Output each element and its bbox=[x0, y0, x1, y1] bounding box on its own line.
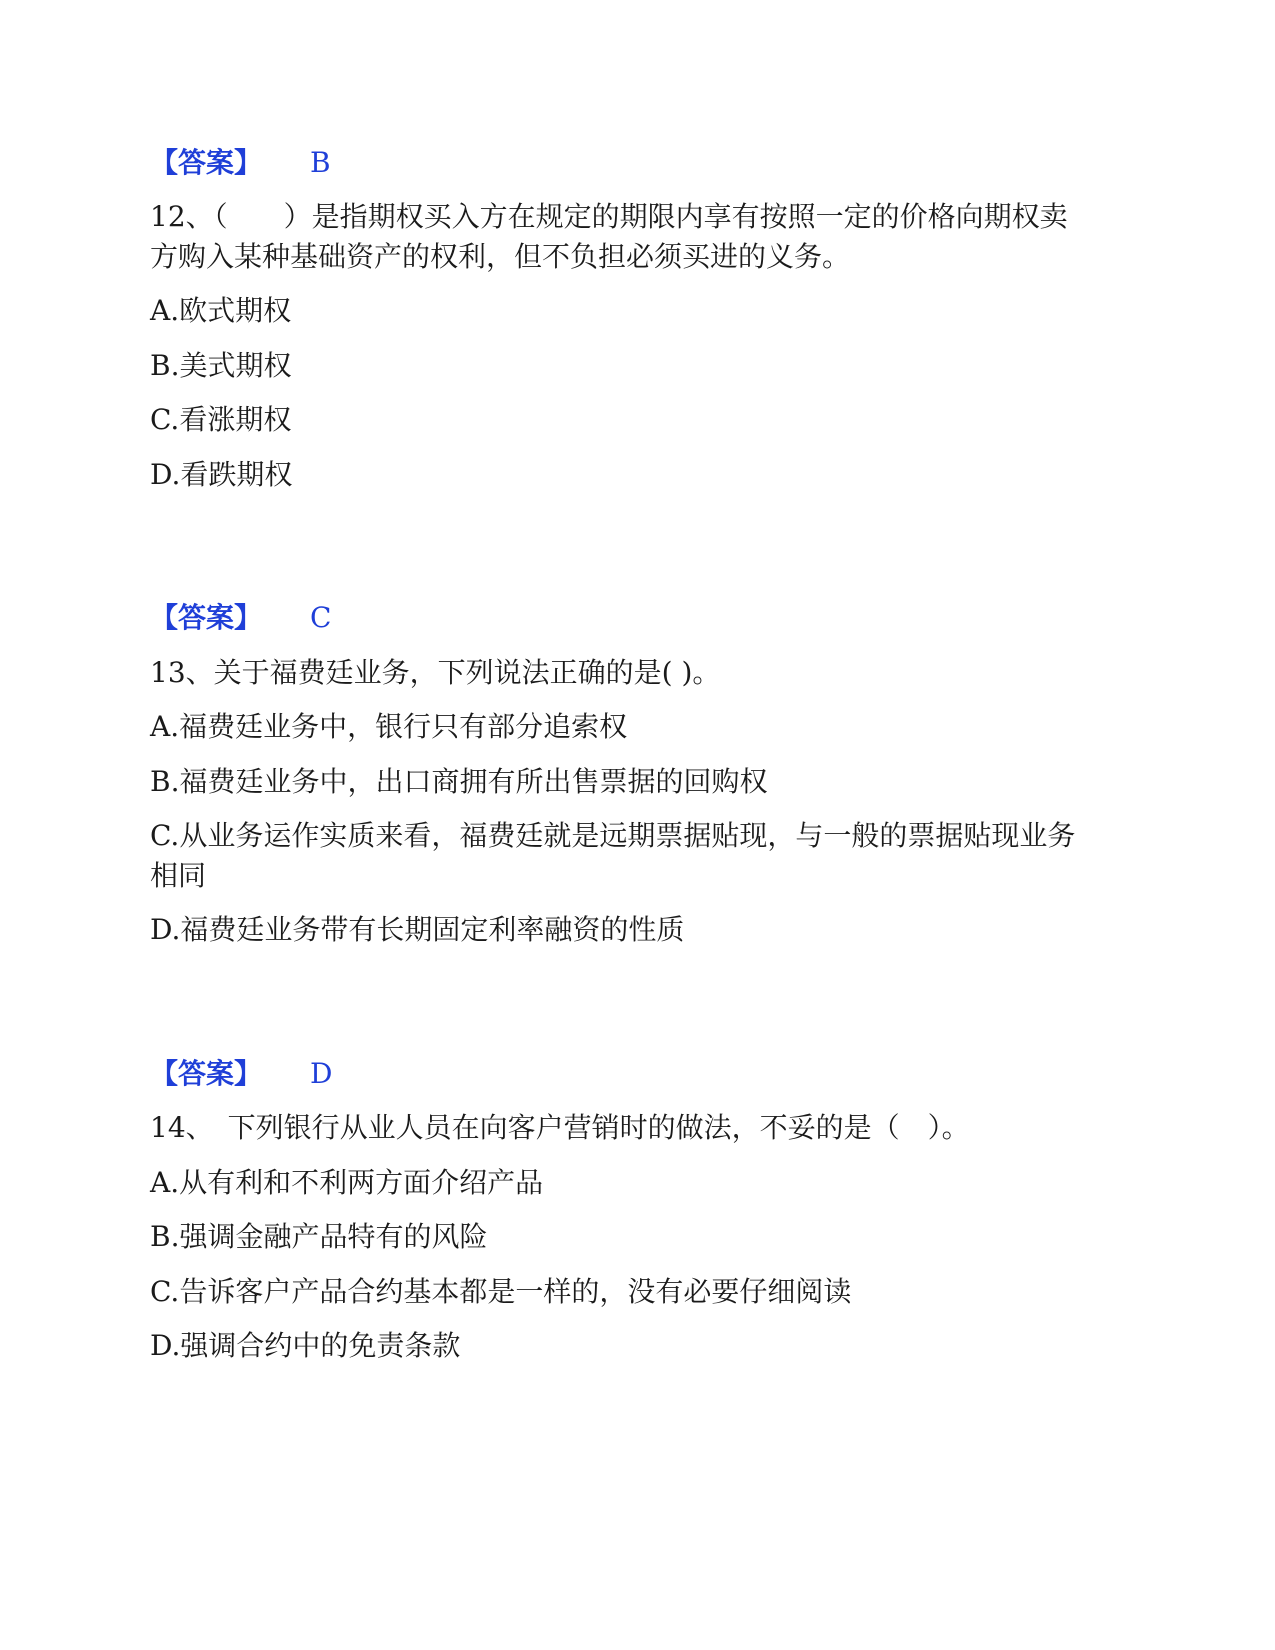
option-b: B.福费廷业务中，出口商拥有所出售票据的回购权 bbox=[150, 765, 768, 798]
option-a: A.欧式期权 bbox=[150, 294, 292, 327]
option-d: D.强调合约中的免责条款 bbox=[150, 1329, 461, 1362]
option-c-continued: 相同 bbox=[150, 859, 207, 892]
question-text: 12、（ ）是指期权买入方在规定的期限内享有按照一定的价格向期权卖 bbox=[150, 200, 1068, 233]
answer-label: 【答案】 bbox=[150, 601, 263, 634]
answer-label: 【答案】 bbox=[150, 146, 263, 179]
option-c: C.从业务运作实质来看，福费廷就是远期票据贴现，与一般的票据贴现业务 bbox=[150, 819, 1076, 852]
option-a: A.从有利和不利两方面介绍产品 bbox=[150, 1166, 544, 1199]
option-d: D.看跌期权 bbox=[150, 458, 293, 491]
answer-line bbox=[150, 1054, 332, 1094]
option-c: C.告诉客户产品合约基本都是一样的，没有必要仔细阅读 bbox=[150, 1275, 852, 1308]
option-b: B.美式期权 bbox=[150, 349, 292, 382]
answer-value: C bbox=[310, 601, 332, 634]
option-a: A.福费廷业务中，银行只有部分追索权 bbox=[150, 710, 628, 743]
answer-line bbox=[150, 143, 331, 183]
question-text: 13、关于福费廷业务，下列说法正确的是( )。 bbox=[150, 656, 721, 689]
answer-label: 【答案】 bbox=[150, 1057, 263, 1090]
option-c: C.看涨期权 bbox=[150, 403, 292, 436]
answer-value: B bbox=[310, 146, 331, 179]
option-b: B.强调金融产品特有的风险 bbox=[150, 1220, 488, 1253]
question-text: 14、 下列银行从业人员在向客户营销时的做法，不妥的是（ ）。 bbox=[150, 1111, 970, 1144]
answer-value: D bbox=[310, 1057, 333, 1090]
question-text: 方购入某种基础资产的权利，但不负担必须买进的义务。 bbox=[150, 240, 851, 273]
option-d: D.福费廷业务带有长期固定利率融资的性质 bbox=[150, 913, 685, 946]
answer-line bbox=[150, 598, 331, 638]
